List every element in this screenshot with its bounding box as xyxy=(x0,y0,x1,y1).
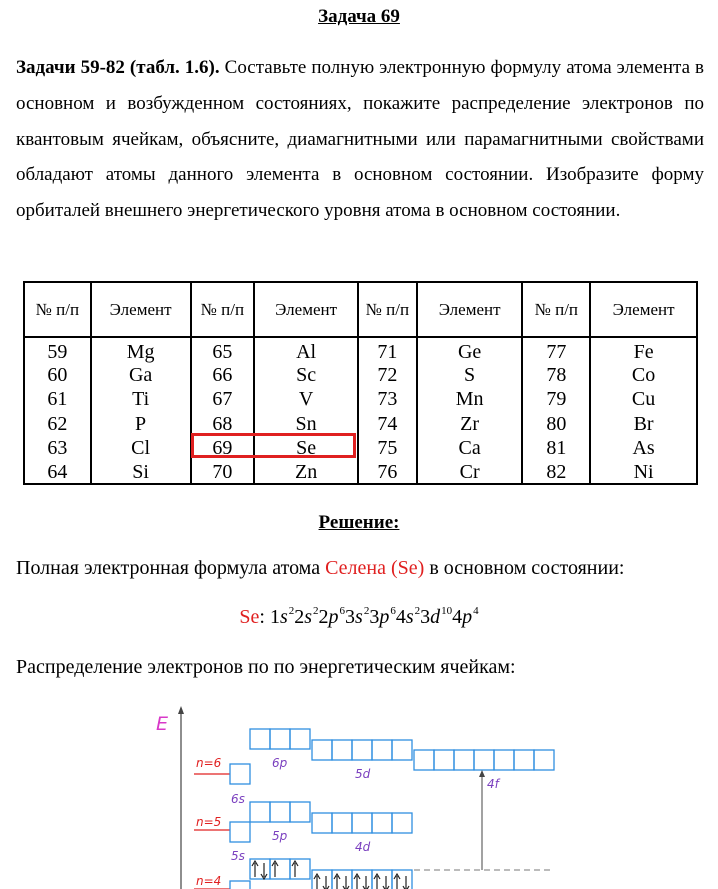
formula-symbol: Se xyxy=(239,606,260,628)
cell-number: 74 xyxy=(358,412,417,436)
sublevel-label-5d: 5d xyxy=(355,767,371,781)
cell-number: 79 xyxy=(522,387,590,411)
cell-element: Ca xyxy=(417,436,523,460)
header-element: Элемент xyxy=(91,282,191,337)
header-element: Элемент xyxy=(417,282,523,337)
arrow-4f-head xyxy=(479,770,485,777)
sublevel-label-5s: 5s xyxy=(231,849,245,863)
energy-axis-label: E xyxy=(156,713,169,735)
cell-number: 70 xyxy=(191,460,255,484)
level-label-n6: n=6 xyxy=(196,756,222,770)
cell-element: Zn xyxy=(254,460,358,484)
sublevel-label-4d: 4d xyxy=(355,840,371,854)
header-number: № п/п xyxy=(522,282,590,337)
cell-number: 59 xyxy=(24,337,91,363)
cell-element: Ge xyxy=(417,337,523,363)
cells-6p xyxy=(250,729,310,749)
cell-element: Ti xyxy=(91,387,191,411)
formula-term: $2p^6$ xyxy=(318,605,346,628)
sublevel-label-6s: 6s xyxy=(231,792,245,806)
formula-term: $4p^4$ xyxy=(452,605,479,628)
element-name: Селена (Se) xyxy=(325,557,425,579)
formula-term: $4s^2$ xyxy=(395,605,421,628)
cell-number: 72 xyxy=(358,363,417,387)
formula-intro xyxy=(16,557,624,580)
cell-number: 66 xyxy=(191,363,255,387)
cell-element: Al xyxy=(254,337,358,363)
cell-number: 68 xyxy=(191,412,255,436)
elements-table xyxy=(23,281,698,485)
cell-element: Cr xyxy=(417,460,523,484)
cell-element: Zr xyxy=(417,412,523,436)
cell-number: 67 xyxy=(191,387,255,411)
level-label-n5: n=5 xyxy=(196,815,222,829)
table-body xyxy=(24,337,697,484)
cell-element: Co xyxy=(590,363,697,387)
electron-formula: Se: $1s^22s^22p^63s^23p^64s^23d^{10}4p^4$ xyxy=(239,605,479,628)
cell-number: 76 xyxy=(358,460,417,484)
cell-number: 77 xyxy=(522,337,590,363)
table-row xyxy=(24,337,697,363)
formula-term: $3s^2$ xyxy=(345,605,370,628)
task-text: Составьте полную электронную формулу атома элемента в основном и возбужденном состояниях, покажите распределение электронов по квантовым ячейкам, объясните, диамагнитными или парамагнитными свойствами обладают атомы данного элемента в основном состоянии. Изобразите форму орбиталей внешнего энергетического уровня атома в основном состоянии. xyxy=(16,57,705,222)
table-row xyxy=(24,387,697,411)
cells-5d xyxy=(312,740,412,760)
header-number: № п/п xyxy=(191,282,255,337)
task-statement xyxy=(16,50,704,229)
energy-cells-diagram xyxy=(150,700,570,889)
cell-element: Ga xyxy=(91,363,191,387)
cell-number: 65 xyxy=(191,337,255,363)
formula-term: $2s^2$ xyxy=(294,605,319,628)
cell-number: 80 xyxy=(522,412,590,436)
cells-3d-filled xyxy=(312,870,412,889)
sublevel-label-5p: 5p xyxy=(272,829,288,843)
cell-element: Sc xyxy=(254,363,358,387)
header-number: № п/п xyxy=(24,282,91,337)
cell-4s-filled xyxy=(230,881,250,889)
header-element: Элемент xyxy=(590,282,697,337)
energy-axis-arrow xyxy=(178,706,184,714)
cell-element: Sn xyxy=(254,412,358,436)
cell-number: 69 xyxy=(191,436,255,460)
cell-element: Fe xyxy=(590,337,697,363)
cell-element: Mg xyxy=(91,337,191,363)
cells-4p-filled xyxy=(250,859,310,879)
cell-number: 81 xyxy=(522,436,590,460)
header-element: Элемент xyxy=(254,282,358,337)
sublevel-label-6p: 6p xyxy=(272,756,288,770)
cell-element: V xyxy=(254,387,358,411)
cell-element: Cl xyxy=(91,436,191,460)
table-row xyxy=(24,363,697,387)
formula-terms xyxy=(270,606,479,628)
table-row xyxy=(24,460,697,484)
cell-element: As xyxy=(590,436,697,460)
page-title: Задача 69 xyxy=(318,6,400,27)
task-bold-prefix: Задачи 59-82 (табл. 1.6). xyxy=(16,57,220,78)
cell-number: 73 xyxy=(358,387,417,411)
cell-number: 61 xyxy=(24,387,91,411)
solution-heading: Решение: xyxy=(318,512,400,533)
formula-term: $1s^2$ xyxy=(269,605,295,628)
cell-number: 78 xyxy=(522,363,590,387)
cells-4d xyxy=(312,813,412,833)
cell-number: 63 xyxy=(24,436,91,460)
cell-6s xyxy=(230,764,250,784)
cells-5p xyxy=(250,802,310,822)
cell-5s xyxy=(230,822,250,842)
intro-text: Полная электронная формула атома xyxy=(16,557,326,579)
cell-element: Mn xyxy=(417,387,523,411)
cell-element: Br xyxy=(590,412,697,436)
header-number: № п/п xyxy=(358,282,417,337)
cell-element: Ni xyxy=(590,460,697,484)
highlight-box xyxy=(191,433,356,458)
cell-number: 62 xyxy=(24,412,91,436)
distribution-intro: Распределение электронов по по энергетическим ячейкам: xyxy=(16,656,516,678)
table-header-row xyxy=(24,282,697,337)
cell-element: Si xyxy=(91,460,191,484)
sublevel-label-4f: 4f xyxy=(487,777,499,791)
table-row xyxy=(24,412,697,436)
cell-number: 82 xyxy=(522,460,590,484)
cell-number: 75 xyxy=(358,436,417,460)
formula-term: $3d^{10}$ xyxy=(420,605,453,628)
cell-element: Se xyxy=(254,436,358,460)
cell-element: P xyxy=(91,412,191,436)
cells-4f xyxy=(414,750,554,770)
cell-number: 64 xyxy=(24,460,91,484)
table-row xyxy=(24,436,697,460)
cell-element: Cu xyxy=(590,387,697,411)
formula-term: $3p^6$ xyxy=(369,605,396,628)
level-label-n4: n=4 xyxy=(196,874,222,888)
cell-element: S xyxy=(417,363,523,387)
cell-number: 71 xyxy=(358,337,417,363)
cell-number: 60 xyxy=(24,363,91,387)
intro-text-end: в основном состоянии: xyxy=(424,557,625,579)
